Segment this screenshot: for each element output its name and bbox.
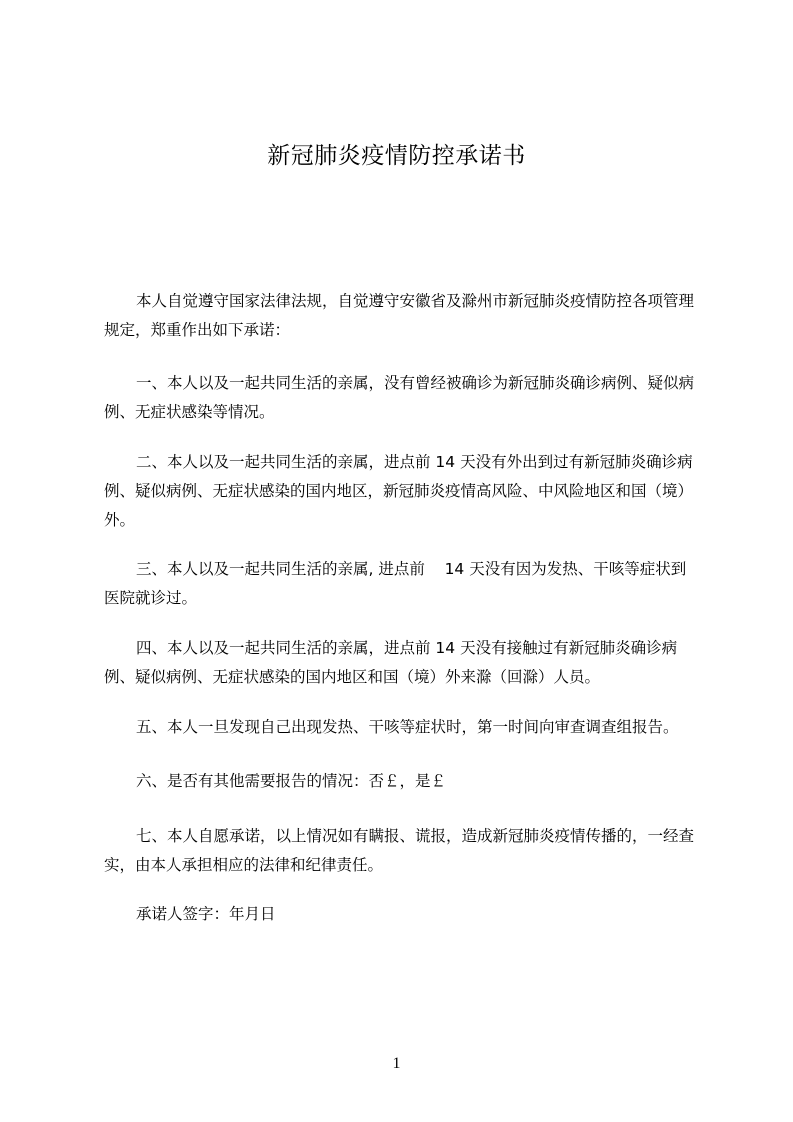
pledge-item-3: 三、本人以及一起共同生活的亲属, 进点前 14 天没有因为发热、干咳等症状到医院就诊过。 (104, 560, 687, 607)
document-title: 新冠肺炎疫情防控承诺书 (267, 143, 526, 169)
pledge-item-4: 四、本人以及一起共同生活的亲属，进点前 14 天没有接触过有新冠肺炎确诊病例、疑似病例、无症状感染的国内地区和国（境）外来滁（回滁）人员。 (104, 639, 678, 686)
page-number: 1 (392, 1055, 401, 1072)
pledge-item-1: 一、本人以及一起共同生活的亲属，没有曾经被确诊为新冠肺炎确诊病例、疑似病例、无症状感染等情况。 (104, 374, 695, 421)
pledge-item-5: 五、本人一旦发现自己出现发热、干咳等症状时，第一时间向审查调查组报告。 (136, 718, 679, 736)
pledge-item-6: 六、是否有其他需要报告的情况：否￡，是￡ (136, 772, 447, 790)
pledge-item-7: 七、本人自愿承诺，以上情况如有瞒报、谎报，造成新冠肺炎疫情传播的，一经查实，由本人承担相应的法律和纪律责任。 (104, 827, 695, 874)
signature-line: 承诺人签字：年月日 (136, 905, 276, 923)
intro-paragraph: 本人自觉遵守国家法律法规，自觉遵守安徽省及滁州市新冠肺炎疫情防控各项管理规定，郑重作出如下承诺： (104, 292, 695, 339)
pledge-item-2: 二、本人以及一起共同生活的亲属，进点前 14 天没有外出到过有新冠肺炎确诊病例、疑似病例、无症状感染的国内地区，新冠肺炎疫情高风险、中风险地区和国（境）外。 (104, 453, 694, 529)
